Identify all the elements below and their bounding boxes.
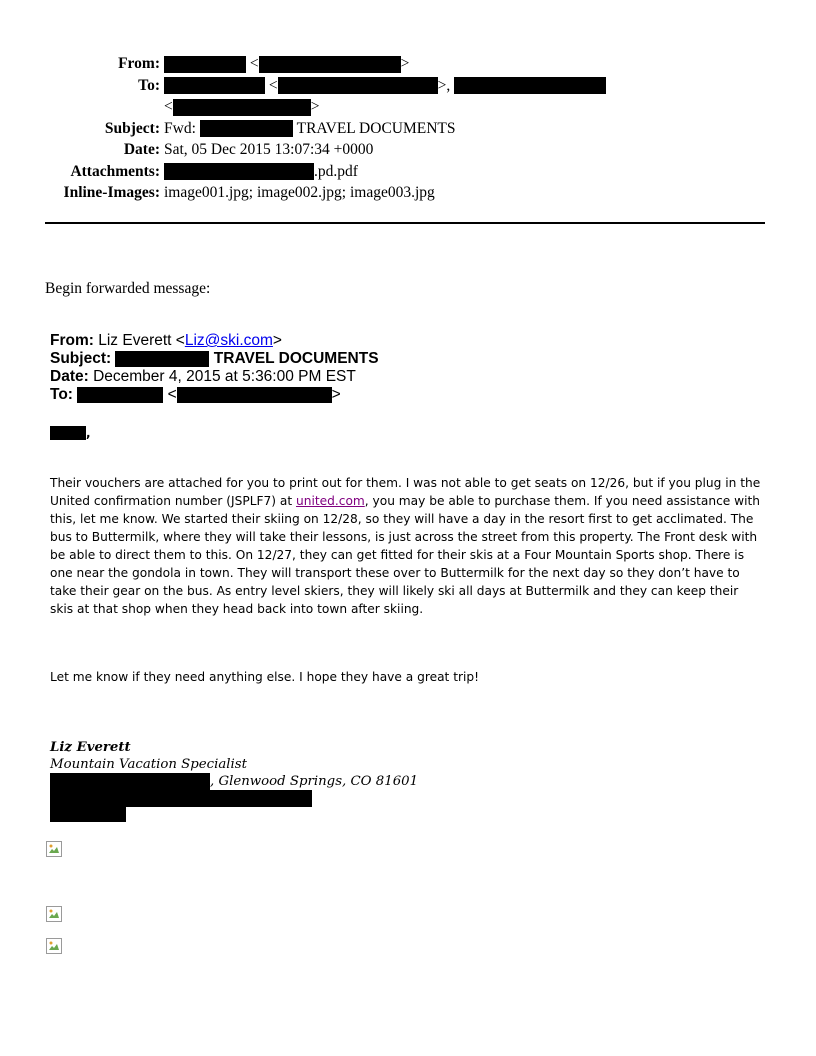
body-paragraph-1 [50,474,762,618]
signature-city: , Glenwood Springs, CO 81601 [210,774,419,789]
header-inline-images-row [0,182,816,204]
header-divider [45,222,765,224]
from-label: From: [118,55,160,72]
to-label: To: [138,76,160,94]
subject-suffix: TRAVEL DOCUMENTS [296,119,456,137]
forwarded-from-label: From: [50,332,94,349]
attachments-label: Attachments: [70,162,160,180]
forwarded-subject-label: Subject: [50,350,112,367]
forwarded-subject-row [50,350,379,368]
inline-images-value: image001.jpg; image002.jpg; image003.jpg [164,184,435,201]
redacted-forwarded-recipient-email [177,387,332,403]
forwarded-date-value: December 4, 2015 at 5:36:00 PM EST [93,368,356,385]
forwarded-from-row [50,332,379,350]
header-attachments-row [0,161,816,183]
subject-prefix: Fwd: [164,119,196,137]
broken-image-icon [46,938,62,954]
forwarded-from-email-link[interactable]: Liz@ski.com [184,332,273,349]
broken-image-icon [46,906,62,922]
header-subject-row [0,118,816,140]
forwarded-subject-suffix: TRAVEL DOCUMENTS [213,350,379,367]
subject-label: Subject: [104,119,160,137]
body-p1-start: Their vouchers are attached for you to print out for them. I was not able to get seats on 12/26, but if you plug in the United confirmation number (JSPLF7) at [50,476,761,508]
redacted-signature-extra [50,807,126,822]
forwarded-from-close: > [272,332,282,349]
redacted-signature-contact [50,790,312,807]
redacted-recipient-name [164,77,265,94]
forwarded-date-label: Date: [50,368,89,385]
united-link[interactable]: united.com [296,494,365,508]
redacted-forwarded-subject [115,351,209,367]
redacted-sender-name [164,56,246,73]
forwarded-header [50,332,379,404]
inline-images-label: Inline-Images: [63,184,160,201]
forwarded-date-row [50,368,379,386]
date-value: Sat, 05 Dec 2015 13:07:34 +0000 [164,141,374,158]
header-date-row [0,139,816,161]
header-to-row: To: < >, [0,75,816,97]
redacted-recipient-name-2 [454,77,606,94]
redacted-signature-address [50,773,210,790]
body-p1-end: , you may be able to purchase them. If you need assistance with this, let me know. We started their skiing on 12/28, so they will have a day in the resort first to get acclimated. The bus to Buttermilk, where they will take their lessons, is just across the street from this property. The Front desk with be able to direct them to this. On 12/27, they can get fitted for their skis at a Four Mountain Sports shop. There is one near the gondola in town. They will transport these over to Buttermilk for the next day so they don’t have to take their gear on the bus. As entry level skiers, they will likely ski all days at Buttermilk and they can keep their skis at that shop when they head back into town after skiing. [50,494,761,616]
signature-block [50,739,418,824]
redacted-subject [200,120,293,137]
signature-title: Mountain Vacation Specialist [50,757,247,772]
email-header [0,53,816,204]
redacted-attachment-name [164,163,314,180]
redacted-forwarded-recipient-name [77,387,163,403]
date-label: Date: [123,141,160,158]
signature-name: Liz Everett [50,740,131,755]
header-to-row-continued: < > [164,98,320,115]
forwarded-to-row: To: < > [50,386,341,403]
forwarded-to-label: To: [50,386,73,403]
forwarded-from-name: Liz Everett < [98,332,185,349]
redacted-salutation-name [50,426,86,440]
header-from-row: From: < > [0,53,816,75]
salutation: , [50,424,91,442]
broken-image-icon [46,841,62,857]
begin-forwarded-label: Begin forwarded message: [45,280,211,297]
body-paragraph-2: Let me know if they need anything else. I hope they have a great trip! [50,670,479,684]
redacted-recipient-email [278,77,438,94]
attachment-suffix: .pd.pdf [314,162,358,180]
redacted-recipient-email-2 [173,99,311,116]
redacted-sender-email [259,56,401,73]
